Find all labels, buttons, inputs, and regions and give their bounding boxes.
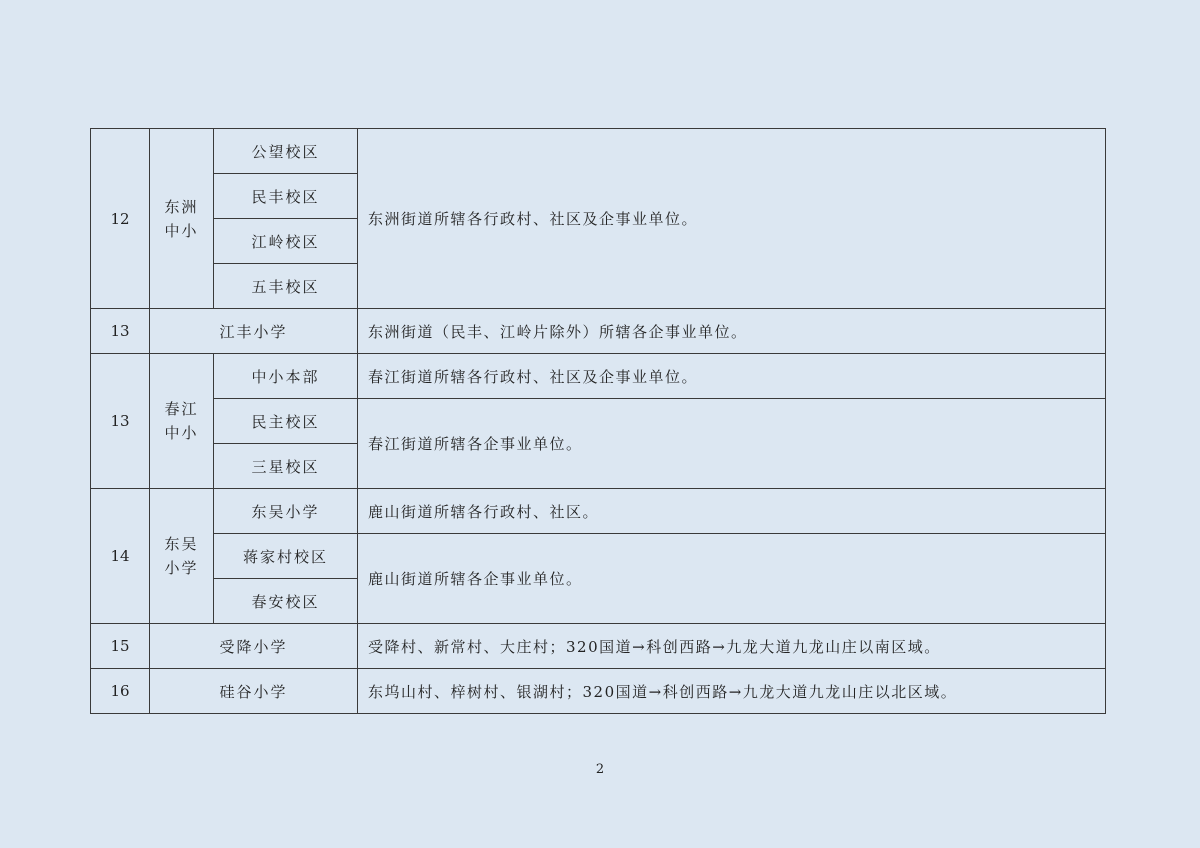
campus-name: 东吴小学 <box>214 489 358 534</box>
row-number: 14 <box>91 489 150 624</box>
school-name <box>150 129 214 309</box>
school-name: 江丰小学 <box>150 309 358 354</box>
campus-name: 江岭校区 <box>214 219 358 264</box>
row-number: 12 <box>91 129 150 309</box>
school-name: 受降小学 <box>150 624 358 669</box>
campus-name: 民主校区 <box>214 399 358 444</box>
table-row <box>91 534 1106 579</box>
row-number: 13 <box>91 309 150 354</box>
district-description: 春江街道所辖各企事业单位。 <box>358 399 1106 489</box>
table-row <box>91 309 1106 354</box>
school-name: 硅谷小学 <box>150 669 358 714</box>
campus-name: 民丰校区 <box>214 174 358 219</box>
district-description: 春江街道所辖各行政村、社区及企事业单位。 <box>358 354 1106 399</box>
school-name-line2: 小学 <box>164 559 199 577</box>
district-description: 东坞山村、梓树村、银湖村；320国道→科创西路→九龙大道九龙山庄以北区域。 <box>358 669 1106 714</box>
campus-name: 五丰校区 <box>214 264 358 309</box>
campus-name: 蒋家村校区 <box>214 534 358 579</box>
table-row <box>91 354 1106 399</box>
school-name-line2: 中小 <box>164 424 199 442</box>
campus-name: 中小本部 <box>214 354 358 399</box>
row-number: 15 <box>91 624 150 669</box>
school-name <box>150 354 214 489</box>
table-row <box>91 624 1106 669</box>
district-description: 东洲街道（民丰、江岭片除外）所辖各企事业单位。 <box>358 309 1106 354</box>
school-name-line1: 东吴 <box>164 535 199 553</box>
district-description: 鹿山街道所辖各企事业单位。 <box>358 534 1106 624</box>
school-name <box>150 489 214 624</box>
campus-name: 三星校区 <box>214 444 358 489</box>
school-name-line1: 东洲 <box>164 197 199 216</box>
table-row <box>91 399 1106 444</box>
row-number: 16 <box>91 669 150 714</box>
row-number: 13 <box>91 354 150 489</box>
table-row <box>91 669 1106 714</box>
table-row <box>91 129 1106 174</box>
page-number: 2 <box>595 762 605 777</box>
school-district-table <box>90 128 1106 714</box>
campus-name: 公望校区 <box>214 129 358 174</box>
district-description: 东洲街道所辖各行政村、社区及企事业单位。 <box>358 129 1106 309</box>
campus-name: 春安校区 <box>214 579 358 624</box>
school-name-line1: 春江 <box>164 400 199 418</box>
district-description: 受降村、新常村、大庄村；320国道→科创西路→九龙大道九龙山庄以南区域。 <box>358 624 1106 669</box>
school-name-line2: 中小 <box>164 221 199 240</box>
table-row <box>91 489 1106 534</box>
district-description: 鹿山街道所辖各行政村、社区。 <box>358 489 1106 534</box>
